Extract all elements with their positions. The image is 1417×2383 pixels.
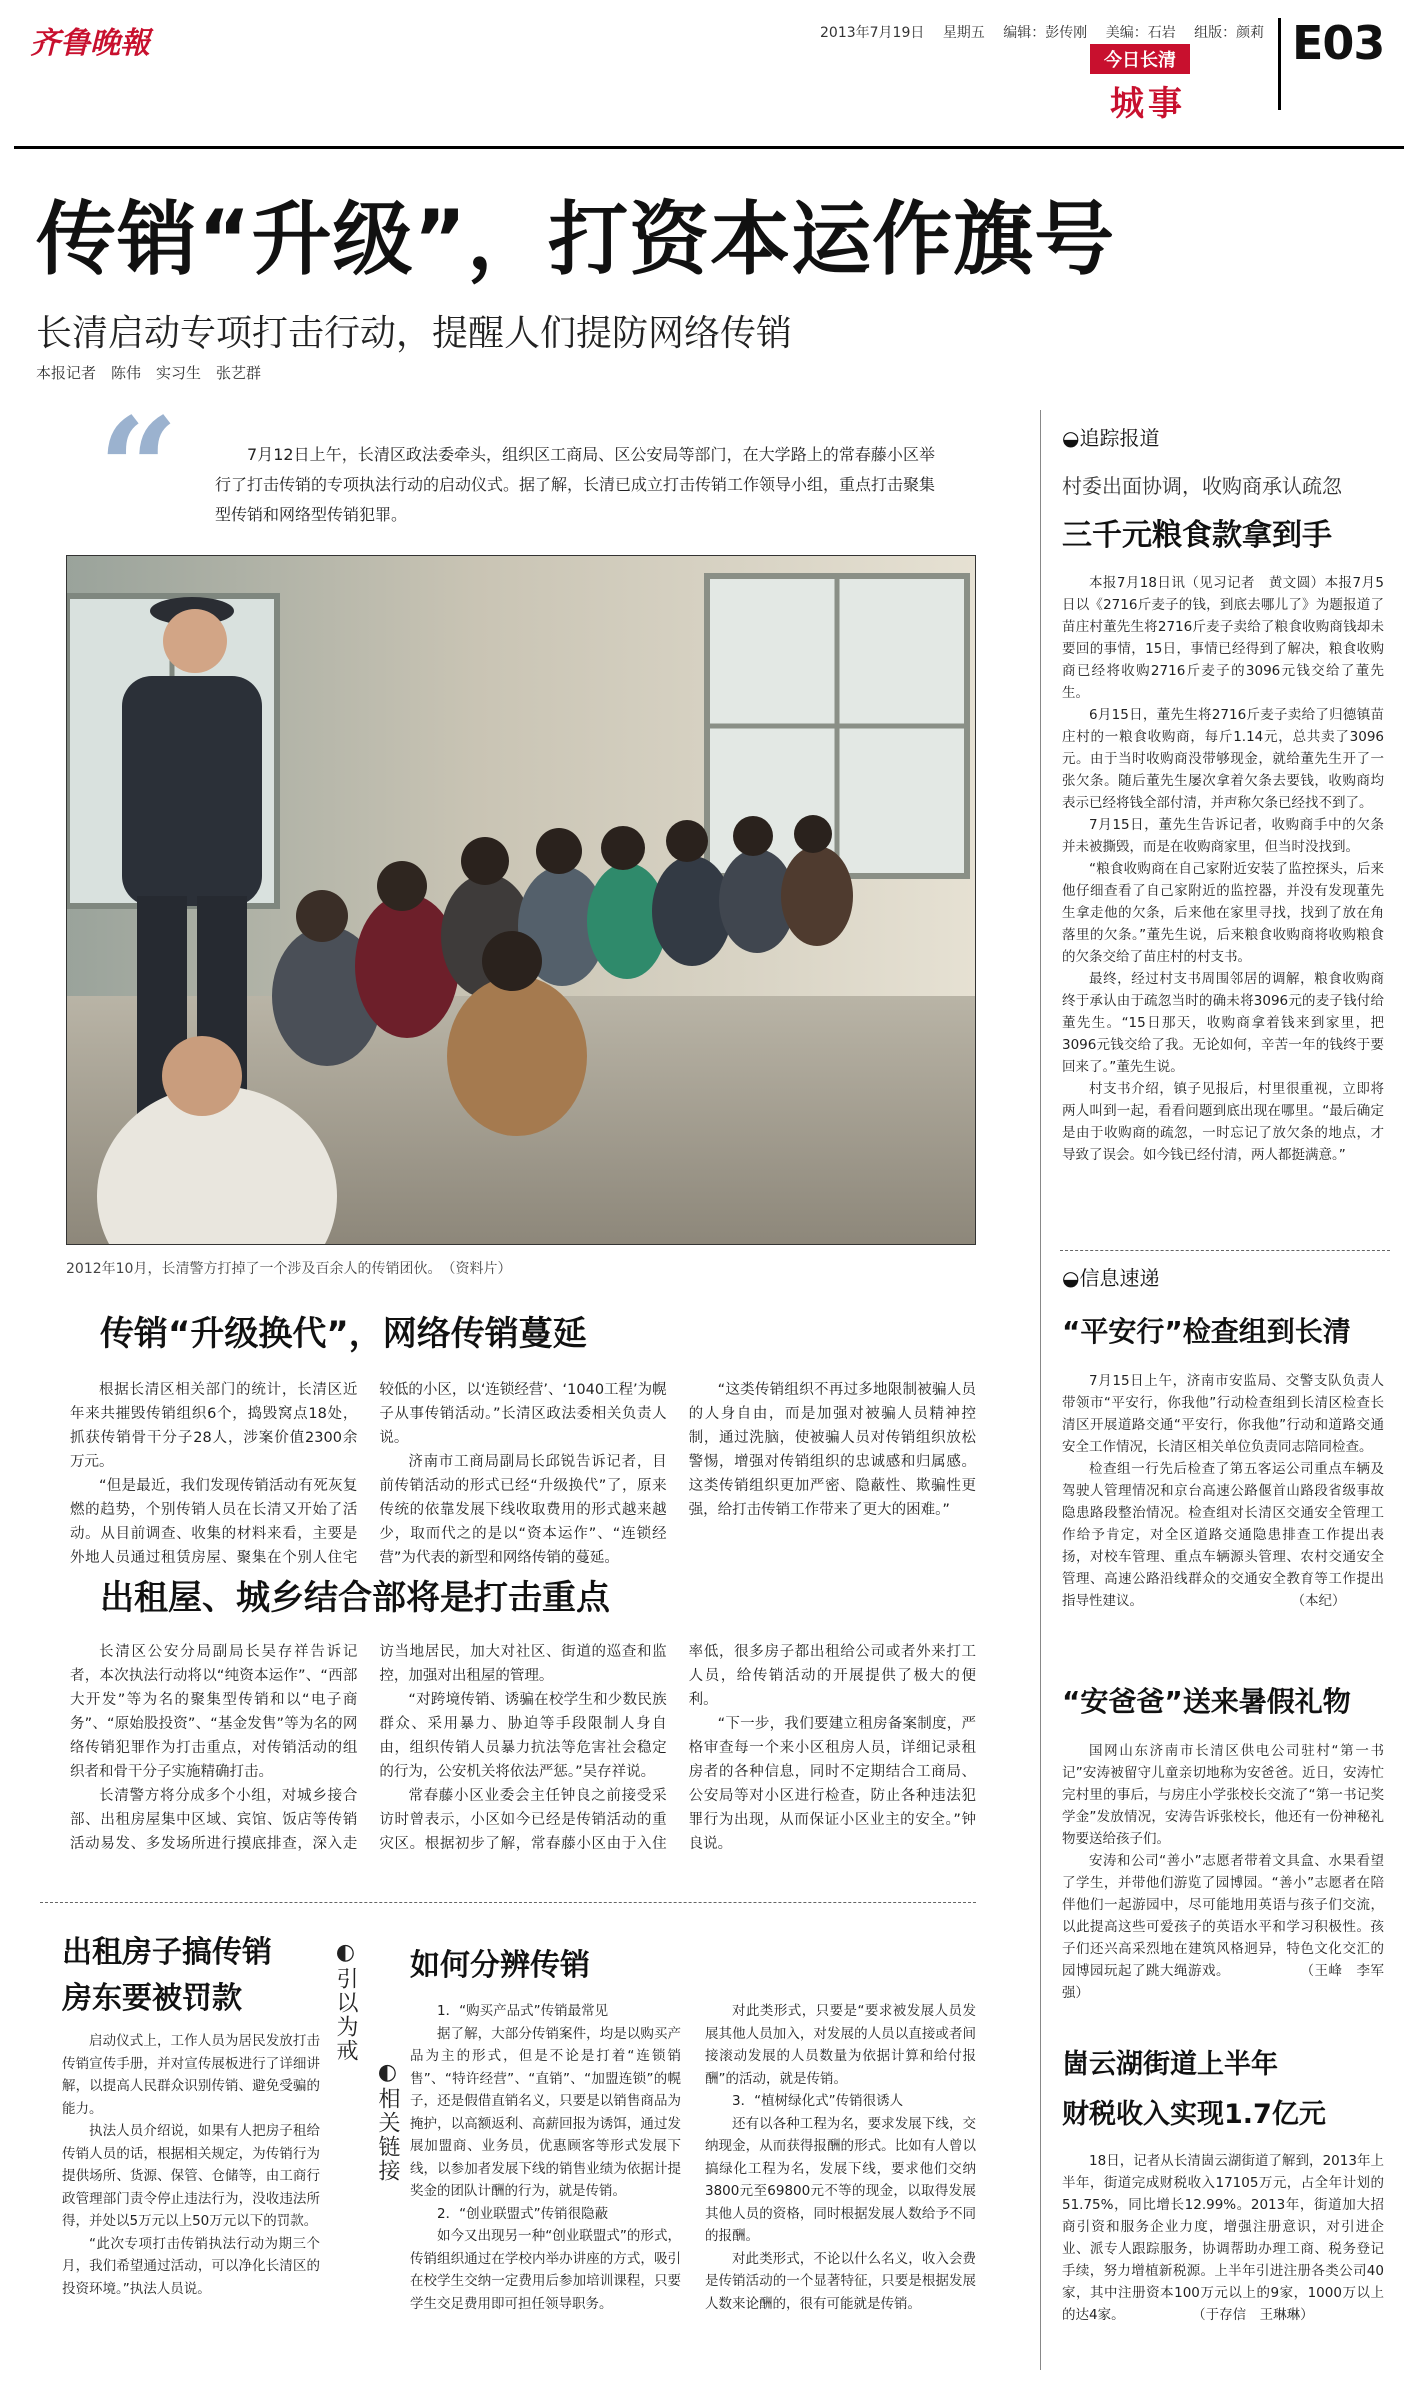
news3-title-line2: 财税收入实现1.7亿元 [1062,2099,1326,2130]
article-lead: 7月12日上午，长清区政法委牵头，组织区工商局、区公安局等部门，在大学路上的常春藤小区举行了打击传销的专项执法行动的启动仪式。据了解，长清已成立打击传销工作领导小组，重点打击聚集型传销和网络型传销犯罪。 [215,445,936,524]
warning-label [330,1940,361,2063]
edition-date: 2013年7月19日 [820,25,925,41]
identify-title: 如何分辨传销 [410,1948,590,1983]
warning-body [62,2030,320,2300]
section2-body [70,1640,976,1890]
edition-editor: 编辑：彭传刚 [1003,25,1088,41]
article-headline: 传销“升级”，打资本运作旗号 [36,193,1116,286]
section-name: 城事 [1110,84,1186,124]
follow-label [1062,422,1159,451]
edition-weekday: 星期五 [942,25,985,41]
news1-title: “平安行”检查组到长清 [1062,1315,1351,1348]
follow-para: 7月15日，董先生告诉记者，收购商手中的欠条并未被撕毁，而是在收购商家里，但当时没找到。 [1062,817,1384,855]
identify-label-text: 相关链接 [375,2087,400,2183]
edition-layout: 组版：颜莉 [1194,25,1265,41]
section2-para: “对跨境传销、诱骗在校学生和少数民族群众、采用暴力、胁迫等手段限制人身自由，组织传销人员暴力抗法等危害社会稳定的行为，公安机关将依法严惩。”吴存祥说。 [379,1692,667,1780]
section1-para: 济南市工商局副局长邱锐告诉记者，目前传销活动的形式已经“升级换代”了，原来传统的依靠发展下线收取费用的形式越来越少，取而代之的是以“资本运作”、“连锁经营”为代表的新型和网络传销的蔓延。 [379,1454,667,1566]
sidebar-rule [1060,1250,1390,1251]
news3-body [1062,2150,1384,2326]
section1-para: 根据长清区相关部门的统计，长清区近年来共摧毁传销组织6个，捣毁窝点18处，抓获传销骨干分子28人，涉案价值2300余万元。 [70,1382,358,1470]
warning-para: 执法人员介绍说，如果有人把房子租给传销人员的话，根据相关规定，为传销行为提供场所、货源、保管、仓储等，由工商行政管理部门责令停止违法行为，没收违法所得，并处以5万元以上50万元以下的罚款。 [62,2123,320,2229]
identify-para: 还有以各种工程为名，要求发展下线，交纳现金，从而获得报酬的形式。比如有人曾以搞绿化工程为名，发展下线，要求他们交纳3800元至69800元不等的现金，以取得发展其他人员的资格，同时根据发展人数给予不同的报酬。 [705,2115,976,2244]
section1-para: “但是最近，我们发现传销活动有死灰复燃的趋势，个别传销人员在长清又开始了活动。从目前调查、收集的材料来看，主要是外地人员通过租赁房屋、聚集在个别人住宅较低的小区，以‘连锁经营’、‘1040工程’为幌子从事传销活动。”长清区政法委相关负责人说。 [70,1382,667,1566]
follow-para: 本报7月18日讯（见习记者 黄文圆）本报7月5日以《2716斤麦子的钱，到底去哪儿了》为题报道了苗庄村董先生将2716斤麦子卖给了粮食收购商钱却未要回的事情，15日，事情已经得到了解决，粮食收购商已经将收购2716斤麦子的3096元钱交给了董先生。 [1062,575,1384,701]
section1-title: 传销“升级换代”，网络传销蔓延 [100,1314,587,1354]
warning-title [62,1930,272,2022]
sidebar-divider [1040,410,1041,2370]
follow-kicker: 村委出面协调，收购商承认疏忽 [1062,474,1342,498]
identify-para: 2．“创业联盟式”传销很隐蔽 [437,2205,609,2222]
section2-para: 长清区公安分局副局长吴存祥告诉记者，本次执法行动将以“纯资本运作”、“西部大开发”等为名的聚集型传销和以“电子商务”、“原始股投资”、“基金发售”等为名的网络传销犯罪作为打击重点，对传销活动的组织者和骨干分子实施精确打击。 [70,1644,358,1780]
follow-para: 6月15日，董先生将2716斤麦子卖给了归德镇苗庄村的一粮食收购商，每斤1.14元，总共卖了3096元。由于当时收购商没带够现金，就给董先生开了一张欠条。随后董先生屡次拿着欠条去要钱，收购商均表示已经将钱全部付清，并声称欠条已经找不到了。 [1062,707,1384,811]
news-label [1062,1262,1159,1291]
section1-para: “这类传销组织不再过多地限制被骗人员的人身自由，而是加强对被骗人员精神控制，通过洗脑，使被骗人员对传销组织放松警惕，增强对传销组织的忠诚感和归属感。这类传销组织更加严密、隐蔽性、欺骗性更强，给打击传销工作带来了更大的困难。” [688,1382,976,1518]
circle-icon: ◐ [333,1940,358,1967]
news2-para: 国网山东济南市长清区供电公司驻村“第一书记”安涛被留守儿童亲切地称为安爸爸。近日，安涛忙完村里的事后，与房庄小学张校长交流了“第一书记奖学金”发放情况，安涛告诉张校长，他还有一份神秘礼物要送给孩子们。 [1062,1743,1384,1847]
follow-title: 三千元粮食款拿到手 [1062,518,1332,553]
warning-para: 启动仪式上，工作人员为居民发放打击传销宣传手册，并对宣传展板进行了详细讲解，以提高人民群众识别传销、避免受骗的能力。 [62,2033,320,2117]
edition-info [820,22,1264,42]
identify-body [410,2000,976,2370]
identify-para: 3．“植树绿化式”传销很诱人 [732,2093,904,2109]
identify-para: 对此类形式，不论以什么名义，收入会费是传销活动的一个显著特征，只要是根据发展人数来论酬的，很有可能就是传销。 [705,2250,976,2312]
circle-icon: ◐ [375,2060,400,2087]
section2-para: 常春藤小区业委会主任钟良之前接受采访时曾表示，小区如今已经是传销活动的重灾区。根据初步了解，常春藤小区由于入住率低，很多房子都出租给公司或者外来打工人员，给传销活动的开展提供了极大的便利。 [379,1644,976,1852]
warning-title-line1: 出租房子搞传销 [62,1935,272,1970]
follow-para: “粮食收购商在自己家附近安装了监控探头，后来他仔细查看了自己家附近的监控器，并没有发现董先生拿走他的欠条，后来他在家里寻找，找到了放在角落里的欠条。”董先生说，后来粮食收购商将收购粮食的欠条交给了苗庄村的村支书。 [1062,861,1384,965]
identify-para: 据了解，大部分传销案件，均是以购买产品为主的形式，但是不论是打着“连锁销售”、“特许经营”、“直销”、“加盟连锁”的幌子，还是假借直销名义，只要是以销售商品为掩护，以高额返利、高薪回报为诱饵，通过发展加盟商、业务员，优惠顾客等形式发展下线，以参加者发展下线的销售业绩为依据计提奖金的团队计酬的行为，就是传销。 [410,2025,681,2199]
warning-para: “此次专项打击传销执法行动为期三个月，我们希望通过活动，可以净化长清区的投资环境。”执法人员说。 [62,2235,320,2297]
section1-body [70,1378,976,1598]
follow-label-text: 追踪报道 [1079,426,1160,450]
news1-para: 检查组一行先后检查了第五客运公司重点车辆及驾驶人管理情况和京台高速公路偃首山路段省级事故隐患路段整治情况。检查组对长清区交通安全管理工作给予肯定，对全区道路交通隐患排查工作提出表扬，对校车管理、重点车辆源头管理、农村交通安全管理、高速公路沿线群众的交通安全教育等工作提出指导性建议。 （本纪） [1062,1461,1384,1609]
section-tag: 今日长清 [1090,44,1190,74]
masthead-page-divider [1278,18,1281,110]
news2-para: 安涛和公司“善小”志愿者带着文具盒、水果看望了学生，并带他们游览了园博园。“善小”志愿者在陪伴他们一起游园中，尽可能地用英语与孩子们交流，以此提高这些可爱孩子的英语水平和学习积极性。孩子们还兴高采烈地在建筑风格迥异，特色文化交汇的园博园玩起了跳大绳游戏。 （王峰 李军强） [1062,1853,1384,2001]
edition-art: 美编：石岩 [1105,25,1176,41]
police-raid-photo [67,556,976,1245]
masthead-rule [14,146,1404,149]
page-number: E03 [1292,16,1385,70]
section2-title: 出租屋、城乡结合部将是打击重点 [100,1578,610,1618]
warning-label-text: 引以为戒 [333,1967,358,2063]
follow-para: 最终，经过村支书周围邻居的调解，粮食收购商终于承认由于疏忽当时的确未将3096元的麦子钱付给董先生。“15日那天，收购商拿着钱来到家里，把3096元钱交给了我。无论如何，辛苦一年的钱终于要回来了。”董先生说。 [1062,971,1384,1075]
circle-icon: ◒ [1062,426,1080,450]
identify-para: 1．“购买产品式”传销最常见 [437,2003,609,2019]
quote-mark-icon: “ [98,388,179,552]
follow-body [1062,572,1384,1166]
follow-para: 村支书介绍，镇子见报后，村里很重视，立即将两人叫到一起，看看问题到底出现在哪里。“最后确定是由于收购商的疏忽，一时忘记了放欠条的地点，才导致了误会。如今钱已经付清，两人都挺满意。” [1062,1081,1384,1163]
news2-title: “安爸爸”送来暑假礼物 [1062,1685,1351,1718]
section2-para: “下一步，我们要建立租房备案制度，严格审查每一个来小区租房人员，详细记录租房者的各种信息，同时不定期结合工商局、公安局等对小区进行检查，防止各种违法犯罪行为出现，从而保证小区业主的安全。”钟良说。 [688,1716,976,1852]
news1-body [1062,1370,1384,1612]
bottom-box-rule [40,1902,976,1903]
identify-para: 对此类形式，只要是“要求被发展人员发展其他人员加入，对发展的人员以直接或者间接滚动发展的人员数量为依据计算和给付报酬”的活动，就是传销。 [705,2003,976,2087]
article-photo [66,555,976,1245]
identify-label [372,2060,403,2183]
section2-para: 长清警方将分成多个小组，对城乡接合部、出租房屋集中区域、宾馆、饭店等传销活动易发、多发场所进行摸底排查，深入走访当地居民，加大对社区、街道的巡查和监控，加强对出租屋的管理。 [70,1644,667,1852]
news-label-text: 信息速递 [1079,1266,1160,1290]
article-byline: 本报记者 陈伟 实习生 张艺群 [36,364,262,382]
circle-icon: ◒ [1062,1266,1080,1290]
news2-body [1062,1740,1384,2004]
warning-title-line2: 房东要被罚款 [62,1981,242,2016]
news1-para: 7月15日上午，济南市安监局、交警支队负责人带领市“平安行，你我他”行动检查组到长清区检查长清区开展道路交通“平安行，你我他”行动和道路交通安全工作情况，长清区相关单位负责同志陪同检查。 [1062,1373,1384,1455]
news3-para: 18日，记者从长清崮云湖街道了解到，2013年上半年，街道完成财税收入17105万元，占全年计划的51.75%，同比增长12.99%。2013年，街道加大招商引资和服务企业力度，增强注册意识，对引进企业、派专人跟踪服务，协调帮助办理工商、税务登记手续，努力增植新税源。上半年引进注册各类公司40家，其中注册资本100万元以上的9家，1000万以上的达4家。 （于存信 王琳琳） [1062,2153,1384,2323]
article-subhead: 长清启动专项打击行动，提醒人们提防网络传销 [36,313,793,354]
identify-para: 如今又出现另一种“创业联盟式”的形式，传销组织通过在学校内举办讲座的方式，吸引在校学生交纳一定费用后参加培训课程，只要学生交足费用即可担任领导职务。 [410,2228,681,2312]
news3-title-line1: 崮云湖街道上半年 [1062,2049,1278,2080]
news3-title [1062,2040,1326,2140]
photo-caption: 2012年10月，长清警方打掉了一个涉及百余人的传销团伙。 （资料片） [66,1261,512,1277]
newspaper-brand-logo: 齐鲁晚報 [30,26,150,61]
